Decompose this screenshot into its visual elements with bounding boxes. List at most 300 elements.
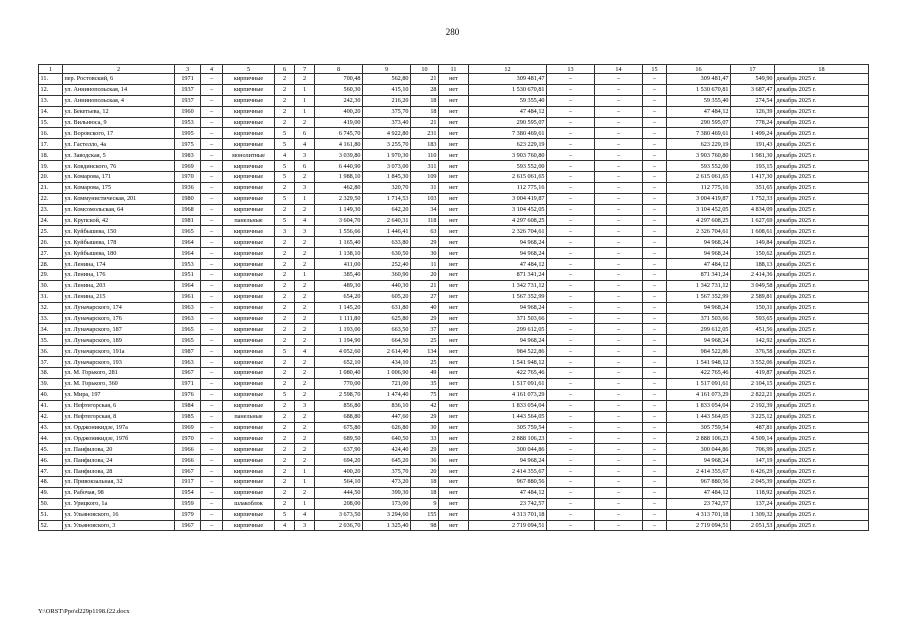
living-area-cell: 3 294,60 [363,509,411,520]
col-13-value-cell: – [547,455,595,466]
total-cost-cell: 59 355,40 [667,95,731,106]
total-cost-cell: 1 530 670,81 [667,84,731,95]
repair-cost-cell: 309 481,47 [469,74,547,85]
total-cost-cell: 1 342 731,12 [667,280,731,291]
row-number-cell: 18. [39,150,63,161]
col-15-value-cell: – [643,117,667,128]
wall-material-cell: кирпичные [223,237,275,248]
total-area-cell: 400,20 [315,466,363,477]
col-14-value-cell: – [595,368,643,379]
repair-cost-cell: 23 742,57 [469,498,547,509]
year-built-cell: 1954 [175,487,201,498]
living-area-cell: 605,20 [363,291,411,302]
entrances-cell: 2 [295,411,315,422]
address-cell: ул. Воровского, 17 [63,128,175,139]
address-cell: ул. Ленина, 176 [63,270,175,281]
residents-cell: 20 [411,270,439,281]
residents-cell: 36 [411,455,439,466]
address-cell: ул. Коммунистическая, 201 [63,193,175,204]
address-cell: ул. Комарова, 175 [63,182,175,193]
entrances-cell: 1 [295,270,315,281]
residents-cell: 30 [411,248,439,259]
row-number-cell: 37. [39,357,63,368]
table-row [39,259,869,270]
gas-supply-cell: нет [439,302,469,313]
col-13-value-cell: – [547,172,595,183]
total-area-cell: 1 111,80 [315,313,363,324]
gas-supply-cell: нет [439,193,469,204]
total-area-cell: 208,00 [315,498,363,509]
floors-cell: 2 [275,270,295,281]
col-4-value-cell: – [201,422,223,433]
col-14-value-cell: – [595,204,643,215]
col-4-value-cell: – [201,259,223,270]
col-14-value-cell: – [595,248,643,259]
col-13-value-cell: – [547,150,595,161]
col-15-value-cell: – [643,313,667,324]
entrances-cell: 2 [295,422,315,433]
col-15-value-cell: – [643,95,667,106]
gas-supply-cell: нет [439,433,469,444]
completion-date-cell: декабрь 2025 г. [775,291,869,302]
total-cost-cell: 4 313 701,18 [667,509,731,520]
total-cost-cell: 871 341,24 [667,270,731,281]
year-built-cell: 1981 [175,215,201,226]
row-number-cell: 31. [39,291,63,302]
row-number-cell: 14. [39,106,63,117]
specific-cost-cell: 4 834,09 [731,204,775,215]
gas-supply-cell: нет [439,237,469,248]
table-row [39,378,869,389]
wall-material-cell: кирпичные [223,204,275,215]
row-number-cell: 21. [39,182,63,193]
year-built-cell: 1970 [175,433,201,444]
total-area-cell: 560,30 [315,84,363,95]
repair-cost-cell: 2 719 094,51 [469,520,547,531]
year-built-cell: 1967 [175,466,201,477]
entrances-cell: 4 [295,346,315,357]
total-cost-cell: 94 968,24 [667,248,731,259]
completion-date-cell: декабрь 2025 г. [775,237,869,248]
wall-material-cell: кирпичные [223,84,275,95]
floors-cell: 2 [275,357,295,368]
year-built-cell: 1936 [175,182,201,193]
residents-cell: 35 [411,378,439,389]
floors-cell: 2 [275,476,295,487]
gas-supply-cell: нет [439,466,469,477]
entrances-cell: 2 [295,378,315,389]
col-14-value-cell: – [595,400,643,411]
total-area-cell: 3 039,80 [315,150,363,161]
gas-supply-cell: нет [439,128,469,139]
col-14-value-cell: – [595,378,643,389]
floors-cell: 5 [275,389,295,400]
address-cell: ул. Заводская, 5 [63,150,175,161]
col-14-value-cell: – [595,172,643,183]
col-13-value-cell: – [547,466,595,477]
wall-material-cell: кирпичные [223,161,275,172]
total-area-cell: 654,20 [315,291,363,302]
address-cell: ул. Ленина, 215 [63,291,175,302]
col-4-value-cell: – [201,466,223,477]
table-row [39,400,869,411]
floors-cell: 2 [275,302,295,313]
col-15-value-cell: – [643,433,667,444]
table-row [39,172,869,183]
gas-supply-cell: нет [439,455,469,466]
wall-material-cell: кирпичные [223,259,275,270]
residents-cell: 28 [411,84,439,95]
col-15-value-cell: – [643,487,667,498]
living-area-cell: 375,70 [363,106,411,117]
completion-date-cell: декабрь 2025 г. [775,498,869,509]
specific-cost-cell: 1 981,30 [731,150,775,161]
repair-cost-cell: 1 567 352,99 [469,291,547,302]
address-cell: ул. Куйбышева, 180 [63,248,175,259]
living-area-cell: 399,30 [363,487,411,498]
address-cell: ул. Привокзальная, 32 [63,476,175,487]
residents-cell: 63 [411,226,439,237]
repair-cost-cell: 4 161 073,29 [469,389,547,400]
column-number-7: 7 [295,65,315,74]
col-4-value-cell: – [201,237,223,248]
entrances-cell: 1 [295,106,315,117]
year-built-cell: 1917 [175,476,201,487]
total-area-cell: 564,10 [315,476,363,487]
col-13-value-cell: – [547,313,595,324]
repair-cost-cell: 593 552,00 [469,161,547,172]
floors-cell: 2 [275,378,295,389]
gas-supply-cell: нет [439,324,469,335]
entrances-cell: 2 [295,291,315,302]
col-13-value-cell: – [547,193,595,204]
col-14-value-cell: – [595,106,643,117]
row-number-cell: 50. [39,498,63,509]
residents-cell: 27 [411,291,439,302]
address-cell: ул. Аннинопольская, 4 [63,95,175,106]
address-cell: ул. Комарова, 171 [63,172,175,183]
row-number-cell: 39. [39,378,63,389]
year-built-cell: 1969 [175,161,201,172]
living-area-cell: 642,20 [363,204,411,215]
col-14-value-cell: – [595,193,643,204]
row-number-cell: 24. [39,215,63,226]
row-number-cell: 46. [39,455,63,466]
residents-cell: 34 [411,204,439,215]
entrances-cell: 4 [295,215,315,226]
floors-cell: 2 [275,433,295,444]
entrances-cell: 2 [295,335,315,346]
total-area-cell: 1 080,40 [315,368,363,379]
table-header [39,65,869,74]
residents-cell: 30 [411,422,439,433]
gas-supply-cell: нет [439,444,469,455]
completion-date-cell: декабрь 2025 г. [775,182,869,193]
total-area-cell: 637,90 [315,444,363,455]
entrances-cell: 6 [295,161,315,172]
column-number-15: 15 [643,65,667,74]
floors-cell: 2 [275,248,295,259]
table-row [39,313,869,324]
total-cost-cell: 290 595,07 [667,117,731,128]
residents-cell: 98 [411,520,439,531]
col-14-value-cell: – [595,357,643,368]
residents-cell: 21 [411,74,439,85]
total-area-cell: 444,50 [315,487,363,498]
table-row [39,106,869,117]
col-4-value-cell: – [201,411,223,422]
living-area-cell: 836,10 [363,400,411,411]
gas-supply-cell: нет [439,248,469,259]
table-row [39,161,869,172]
specific-cost-cell: 2 822,21 [731,389,775,400]
row-number-cell: 20. [39,172,63,183]
col-13-value-cell: – [547,95,595,106]
col-15-value-cell: – [643,248,667,259]
completion-date-cell: декабрь 2025 г. [775,117,869,128]
total-cost-cell: 3 903 760,80 [667,150,731,161]
col-13-value-cell: – [547,302,595,313]
wall-material-cell: кирпичные [223,466,275,477]
col-13-value-cell: – [547,84,595,95]
floors-cell: 3 [275,226,295,237]
gas-supply-cell: нет [439,204,469,215]
wall-material-cell: кирпичные [223,378,275,389]
column-number-17: 17 [731,65,775,74]
living-area-cell: 1 845,30 [363,172,411,183]
living-area-cell: 1 714,53 [363,193,411,204]
col-15-value-cell: – [643,150,667,161]
floors-cell: 5 [275,128,295,139]
living-area-cell: 320,70 [363,182,411,193]
year-built-cell: 1959 [175,498,201,509]
year-built-cell: 1965 [175,324,201,335]
total-cost-cell: 2 615 061,65 [667,172,731,183]
col-14-value-cell: – [595,422,643,433]
specific-cost-cell: 3 552,06 [731,357,775,368]
col-15-value-cell: – [643,357,667,368]
total-area-cell: 2 329,50 [315,193,363,204]
gas-supply-cell: нет [439,84,469,95]
entrances-cell: 2 [295,237,315,248]
total-area-cell: 419,00 [315,117,363,128]
row-number-cell: 36. [39,346,63,357]
specific-cost-cell: 376,58 [731,346,775,357]
gas-supply-cell: нет [439,476,469,487]
repair-cost-cell: 871 341,24 [469,270,547,281]
wall-material-cell: панельные [223,215,275,226]
address-cell: ул. Аннинопольская, 14 [63,84,175,95]
col-13-value-cell: – [547,291,595,302]
living-area-cell: 375,70 [363,466,411,477]
living-area-cell: 3 073,00 [363,161,411,172]
row-number-cell: 33. [39,313,63,324]
table-row [39,150,869,161]
total-area-cell: 700,48 [315,74,363,85]
living-area-cell: 173,00 [363,498,411,509]
table-row [39,509,869,520]
total-cost-cell: 305 759,54 [667,422,731,433]
total-cost-cell: 1 833 054,04 [667,400,731,411]
repair-cost-cell: 1 517 091,61 [469,378,547,389]
document-file-path: Y:\ORST\Ppo\d229p1198.f22.docx [38,608,130,615]
total-area-cell: 385,40 [315,270,363,281]
residents-cell: 18 [411,487,439,498]
col-4-value-cell: – [201,433,223,444]
residents-cell: 109 [411,172,439,183]
year-built-cell: 1969 [175,422,201,433]
col-13-value-cell: – [547,117,595,128]
table-row [39,302,869,313]
wall-material-cell: кирпичные [223,389,275,400]
col-15-value-cell: – [643,378,667,389]
gas-supply-cell: нет [439,346,469,357]
column-number-5: 5 [223,65,275,74]
residents-cell: 103 [411,193,439,204]
living-area-cell: 625,80 [363,313,411,324]
col-14-value-cell: – [595,455,643,466]
floors-cell: 5 [275,346,295,357]
col-13-value-cell: – [547,444,595,455]
floors-cell: 2 [275,182,295,193]
col-4-value-cell: – [201,117,223,128]
gas-supply-cell: нет [439,259,469,270]
year-built-cell: 1966 [175,455,201,466]
row-number-cell: 44. [39,433,63,444]
row-number-cell: 12. [39,84,63,95]
col-14-value-cell: – [595,84,643,95]
repair-cost-cell: 3 903 760,80 [469,150,547,161]
col-14-value-cell: – [595,280,643,291]
floors-cell: 2 [275,313,295,324]
col-15-value-cell: – [643,302,667,313]
wall-material-cell: кирпичные [223,335,275,346]
table-row [39,476,869,487]
living-area-cell: 440,30 [363,280,411,291]
completion-date-cell: декабрь 2025 г. [775,150,869,161]
col-15-value-cell: – [643,422,667,433]
wall-material-cell: кирпичные [223,270,275,281]
specific-cost-cell: 487,81 [731,422,775,433]
address-cell: ул. Ленина, 174 [63,259,175,270]
col-14-value-cell: – [595,215,643,226]
col-4-value-cell: – [201,302,223,313]
col-14-value-cell: – [595,444,643,455]
col-13-value-cell: – [547,237,595,248]
specific-cost-cell: 2 104,15 [731,378,775,389]
completion-date-cell: декабрь 2025 г. [775,172,869,183]
table-row [39,270,869,281]
col-14-value-cell: – [595,139,643,150]
entrances-cell: 2 [295,313,315,324]
col-14-value-cell: – [595,150,643,161]
living-area-cell: 721,00 [363,378,411,389]
col-13-value-cell: – [547,139,595,150]
year-built-cell: 1963 [175,357,201,368]
repair-cost-cell: 3 004 419,87 [469,193,547,204]
col-15-value-cell: – [643,455,667,466]
col-15-value-cell: – [643,204,667,215]
repair-cost-cell: 1 530 670,81 [469,84,547,95]
col-15-value-cell: – [643,74,667,85]
gas-supply-cell: нет [439,411,469,422]
specific-cost-cell: 1 627,69 [731,215,775,226]
living-area-cell: 415,10 [363,84,411,95]
living-area-cell: 664,50 [363,335,411,346]
residents-cell: 18 [411,106,439,117]
total-area-cell: 1 138,10 [315,248,363,259]
col-15-value-cell: – [643,84,667,95]
specific-cost-cell: 126,39 [731,106,775,117]
specific-cost-cell: 118,92 [731,487,775,498]
entrances-cell: 4 [295,139,315,150]
completion-date-cell: декабрь 2025 г. [775,161,869,172]
address-cell: ул. Луначарского, 176 [63,313,175,324]
col-13-value-cell: – [547,270,595,281]
floors-cell: 2 [275,444,295,455]
wall-material-cell: кирпичные [223,248,275,259]
wall-material-cell: кирпичные [223,324,275,335]
col-15-value-cell: – [643,182,667,193]
address-cell: ул. Луначарского, 174 [63,302,175,313]
table-row [39,193,869,204]
gas-supply-cell: нет [439,509,469,520]
total-cost-cell: 23 742,57 [667,498,731,509]
floors-cell: 5 [275,161,295,172]
col-4-value-cell: – [201,193,223,204]
gas-supply-cell: нет [439,280,469,291]
total-area-cell: 675,80 [315,422,363,433]
year-built-cell: 1971 [175,378,201,389]
col-15-value-cell: – [643,215,667,226]
col-15-value-cell: – [643,368,667,379]
col-15-value-cell: – [643,509,667,520]
floors-cell: 2 [275,106,295,117]
col-14-value-cell: – [595,389,643,400]
col-15-value-cell: – [643,520,667,531]
specific-cost-cell: 3 225,12 [731,411,775,422]
wall-material-cell: кирпичные [223,117,275,128]
wall-material-cell: кирпичные [223,95,275,106]
address-cell: ул. Бекетьева, 12 [63,106,175,117]
col-14-value-cell: – [595,291,643,302]
wall-material-cell: кирпичные [223,487,275,498]
entrances-cell: 2 [295,455,315,466]
table-row [39,422,869,433]
table-row [39,204,869,215]
completion-date-cell: декабрь 2025 г. [775,226,869,237]
address-cell: ул. Нефтегорская, 8 [63,411,175,422]
entrances-cell: 2 [295,368,315,379]
completion-date-cell: декабрь 2025 г. [775,193,869,204]
col-14-value-cell: – [595,313,643,324]
gas-supply-cell: нет [439,182,469,193]
completion-date-cell: декабрь 2025 г. [775,204,869,215]
specific-cost-cell: 150,31 [731,302,775,313]
repair-cost-cell: 967 880,56 [469,476,547,487]
living-area-cell: 4 922,80 [363,128,411,139]
col-4-value-cell: – [201,150,223,161]
specific-cost-cell: 549,90 [731,74,775,85]
specific-cost-cell: 4 509,14 [731,433,775,444]
residents-cell: 118 [411,215,439,226]
col-4-value-cell: – [201,215,223,226]
col-15-value-cell: – [643,172,667,183]
floors-cell: 5 [275,193,295,204]
total-area-cell: 652,10 [315,357,363,368]
residents-cell: 231 [411,128,439,139]
floors-cell: 2 [275,466,295,477]
